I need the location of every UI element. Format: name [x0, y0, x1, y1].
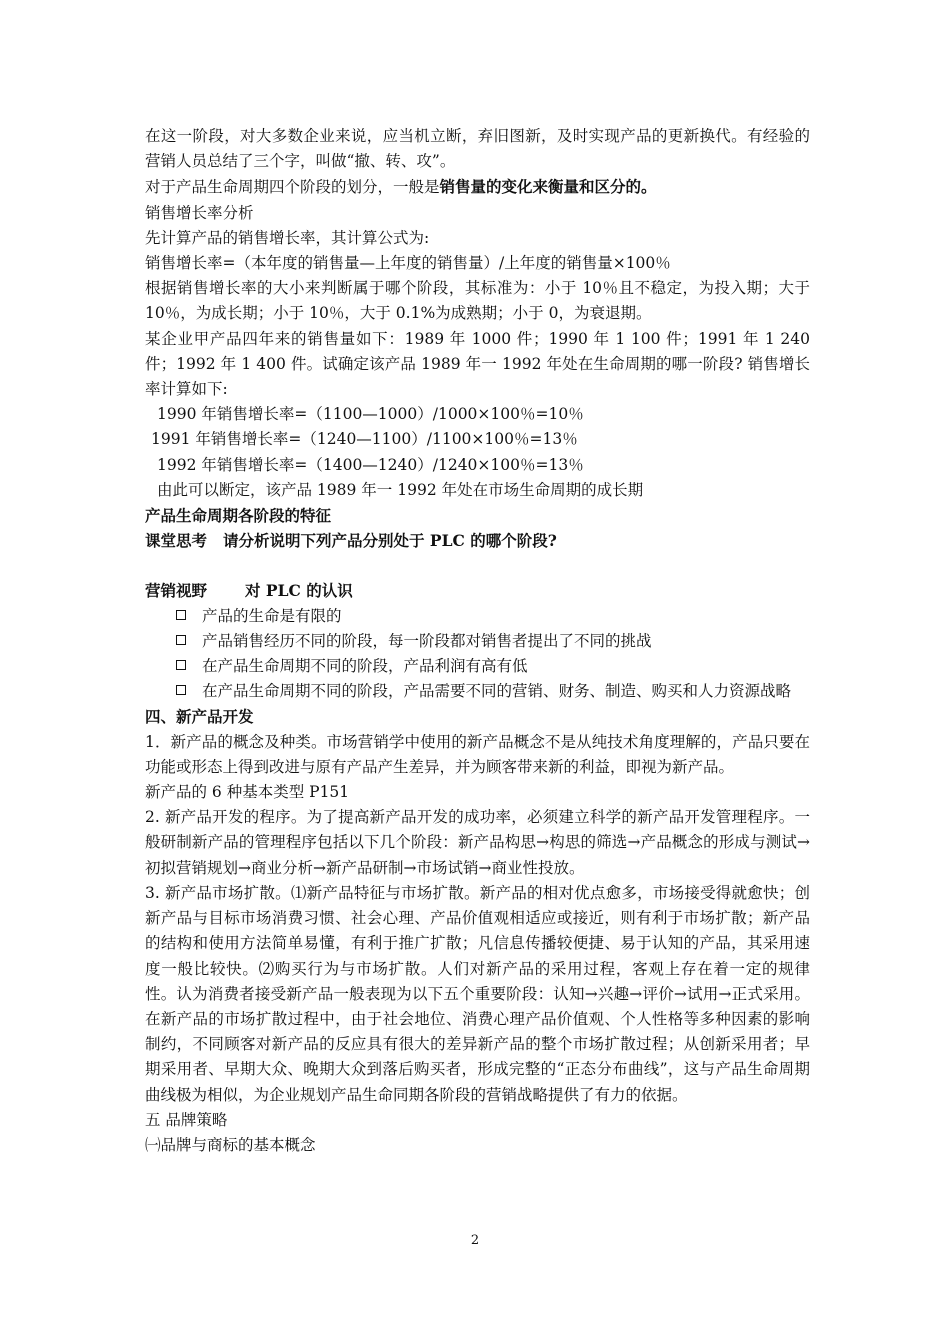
checkbox-square-icon	[176, 685, 186, 695]
paragraph-criteria: 根据销售增长率的大小来判断属于哪个阶段，其标准为：小于 10％且不稳定，为投入期；大于 10％，为成长期；小于 10％，大于 0.1%为成熟期；小于 0，为衰退期。	[145, 279, 810, 323]
classroom-thinking	[145, 528, 810, 553]
plc-bullet-list	[145, 604, 810, 705]
marketing-vision	[145, 578, 810, 603]
calc-line-1990: 1990 年销售增长率=（1100—1000）/1000×100％=10％	[157, 405, 584, 424]
checkbox-square-icon	[176, 660, 186, 670]
paragraph-new-product-types: 新产品的 6 种基本类型 P151	[145, 783, 350, 802]
paragraph-update: 在这一阶段，对大多数企业来说，应当机立断，弃旧图新，及时实现产品的更新换代。有经验的营销人员总结了三个字，叫做“撤、转、攻”。	[145, 127, 810, 171]
paragraph-conclusion: 由此可以断定，该产品 1989 年一 1992 年处在市场生命周期的成长期	[157, 480, 644, 499]
heading-new-product: 四、新产品开发	[145, 707, 254, 727]
list-item: 在产品生命周期不同的阶段，产品利润有高有低	[145, 654, 810, 679]
paragraph-example: 某企业甲产品四年来的销售量如下：1989 年 1000 件；1990 年 1 100 件；1991 年 1 240 件；1992 年 1 400 件。试确定该产品 1989 年一 1992 年处在生命周期的哪一阶段? 销售增长率计算如下:	[145, 329, 810, 399]
paragraph-stage-division	[145, 174, 810, 200]
stage-division-text: 对于产品生命周期四个阶段的划分，一般是	[145, 178, 440, 197]
page-body	[145, 124, 810, 1158]
page-number: 2	[470, 1233, 480, 1248]
think-label: 课堂思考	[145, 531, 208, 551]
calc-line-1991: 1991 年销售增长率=（1240—1100）/1100×100％=13％	[151, 430, 578, 449]
vision-text: 对 PLC 的认识	[245, 581, 353, 601]
list-item: 在产品生命周期不同的阶段，产品需要不同的营销、财务、制造、购买和人力资源战略	[145, 679, 810, 704]
heading-brand-strategy: 五 品牌策略	[145, 1110, 228, 1129]
stage-division-bold: 销售量的变化来衡量和区分的。	[439, 177, 657, 197]
checkbox-square-icon	[176, 635, 186, 645]
paragraph-new-product-concept: 1．新产品的概念及种类。市场营销学中使用的新产品概念不是从纯技术角度理解的，产品只要在功能或形态上得到改进与原有产品产生差异，并为顾客带来新的利益，即视为新产品。	[145, 732, 810, 776]
heading-growth-analysis: 销售增长率分析	[145, 203, 254, 222]
paragraph-development-process: 2. 新产品开发的程序。为了提高新产品开发的成功率，必须建立科学的新产品开发管理程序。一般研制新产品的管理程序包括以下几个阶段：新产品构思→构思的筛选→产品概念的形成与测试→初拟营销规划→商业分析→新产品研制→市场试销→商业性投放。	[145, 808, 810, 877]
heading-stage-features: 产品生命周期各阶段的特征	[145, 506, 332, 526]
paragraph-formula-intro: 先计算产品的销售增长率，其计算公式为:	[145, 228, 430, 247]
list-item: 产品的生命是有限的	[145, 604, 810, 629]
list-item: 产品销售经历不同的阶段，每一阶段都对销售者提出了不同的挑战	[145, 629, 810, 654]
checkbox-square-icon	[176, 610, 186, 620]
think-text: 请分析说明下列产品分别处于 PLC 的哪个阶段?	[223, 531, 557, 551]
vision-label: 营销视野	[145, 581, 208, 601]
paragraph-formula: 销售增长率=（本年度的销售量—上年度的销售量）/上年度的销售量×100％	[145, 254, 671, 273]
heading-brand-concepts: ㈠品牌与商标的基本概念	[145, 1135, 316, 1154]
calc-line-1992: 1992 年销售增长率=（1400—1240）/1240×100％=13％	[157, 455, 584, 474]
paragraph-market-diffusion: 3. 新产品市场扩散。⑴新产品特征与市场扩散。新产品的相对优点愈多，市场接受得就愈快；创新产品与目标市场消费习惯、社会心理、产品价值观相适应或接近，则有利于市场扩散；新产品的结构和使用方法简单易懂，有利于推广扩散；凡信息传播较便捷、易于认知的产品，其采用速度一般比较快。⑵购买行为与市场扩散。人们对新产品的采用过程，客观上存在着一定的规律性。认为消费者接受新产品一般表现为以下五个重要阶段：认知→兴趣→评价→试用→正式采用。在新产品的市场扩散过程中，由于社会地位、消费心理产品价值观、个人性格等多种因素的影响制约，不同顾客对新产品的反应具有很大的差异新产品的整个市场扩散过程；从创新采用者；早期采用者、早期大众、晚期大众到落后购买者，形成完整的“正态分布曲线”，这与产品生命周期曲线极为相似，为企业规划产品生命同期各阶段的营销战略提供了有力的依据。	[145, 883, 810, 1104]
